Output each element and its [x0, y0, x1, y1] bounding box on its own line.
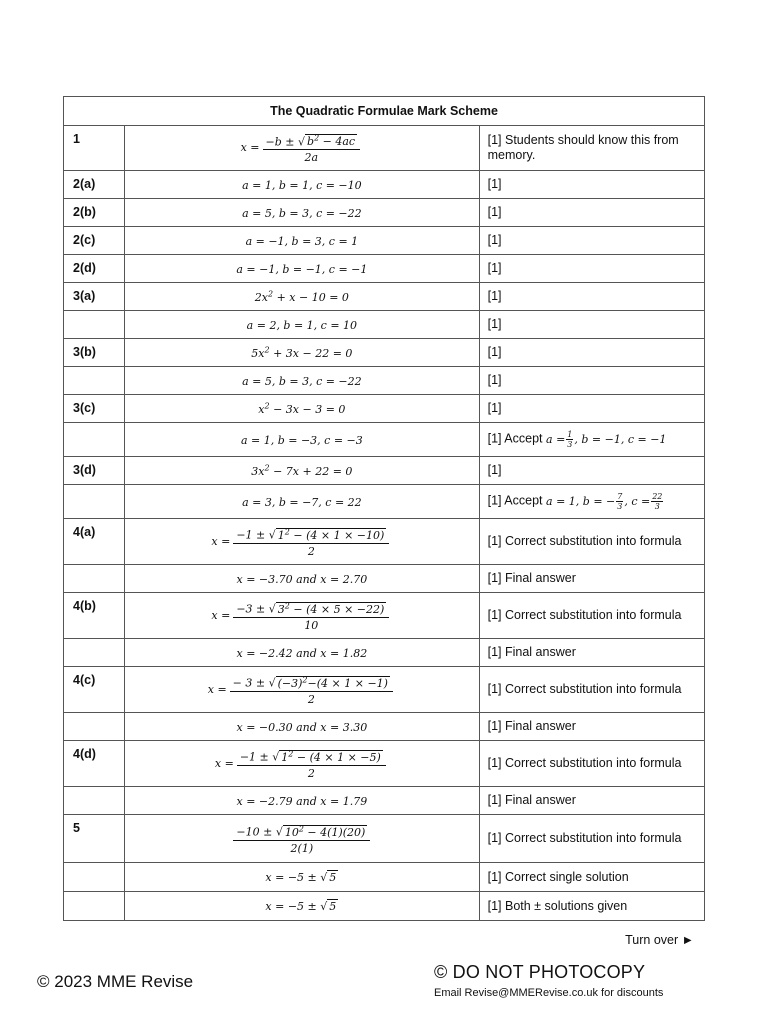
- question-number: [64, 311, 125, 339]
- table-row: [64, 741, 705, 787]
- table-row: [64, 892, 705, 921]
- mark-cell: [1] Accept a = $\frac{1}{3}$ , b = −1, c = −1: [479, 423, 704, 457]
- table-row: [64, 815, 705, 863]
- table-row: [64, 565, 705, 593]
- answer-cell: a = 2, b = 1, c = 10: [125, 311, 480, 339]
- answer-cell: a = −1, b = 3, c = 1: [125, 227, 480, 255]
- answer-cell: $3x^2 - 7x + 22 = 0$: [125, 457, 480, 485]
- answer-cell: $\frac{-10 \pm √ 10^2 - 4(1)(20)}{2(1)}$: [125, 815, 480, 863]
- question-number: [64, 565, 125, 593]
- answer-cell: x = −3.70 and x = 2.70: [125, 565, 480, 593]
- question-number: 3(b): [64, 339, 125, 367]
- mark-cell: [1] Correct single solution: [479, 863, 704, 892]
- mark-cell: [1] Final answer: [479, 565, 704, 593]
- answer-cell: x = $\frac{- 3 \pm √ (-3)^2-(4 \times 1 \times -1)}{2}$: [125, 667, 480, 713]
- question-number: [64, 639, 125, 667]
- table-row: [64, 519, 705, 565]
- mark-cell: [1]: [479, 255, 704, 283]
- question-number: [64, 485, 125, 519]
- answer-cell: a = 5, b = 3, c = −22: [125, 367, 480, 395]
- copyright-notice: © 2023 MME Revise: [37, 972, 194, 991]
- answer-cell: x = −2.79 and x = 1.79: [125, 787, 480, 815]
- table-row: [64, 639, 705, 667]
- answer-cell: a = −1, b = −1, c = −1: [125, 255, 480, 283]
- mark-cell: [1] Correct substitution into formula: [479, 519, 704, 565]
- question-number: [64, 423, 125, 457]
- table-row: [64, 787, 705, 815]
- mark-cell: [1]: [479, 311, 704, 339]
- table-row: [64, 255, 705, 283]
- table-row: [64, 713, 705, 741]
- answer-cell: x = $\frac{-3 \pm √ 3^2 - (4 \times 5 \times -22)}{10}$: [125, 593, 480, 639]
- table-row: [64, 339, 705, 367]
- mark-cell: [1]: [479, 457, 704, 485]
- table-row: [64, 126, 705, 171]
- mark-cell: [1]: [479, 339, 704, 367]
- turn-over-label: Turn over ►: [625, 933, 694, 947]
- question-number: [64, 863, 125, 892]
- mark-cell: [1]: [479, 283, 704, 311]
- question-number: 4(d): [64, 741, 125, 787]
- answer-cell: x = −0.30 and x = 3.30: [125, 713, 480, 741]
- answer-cell: $2x^2 + x - 10 = 0$: [125, 283, 480, 311]
- table-row: [64, 199, 705, 227]
- mark-cell: [1] Students should know this from memory.: [479, 126, 704, 171]
- table-row: [64, 311, 705, 339]
- answer-cell: x = $\frac{-1 \pm √ 1^2 - (4 \times 1 \times -5)}{2}$: [125, 741, 480, 787]
- table-row: [64, 395, 705, 423]
- table-row: [64, 367, 705, 395]
- mark-scheme-table: [63, 96, 705, 921]
- mark-cell: [1] Final answer: [479, 639, 704, 667]
- answer-cell: x = $\frac{-b \pm √ b^2 - 4ac}{2a}$: [125, 126, 480, 171]
- mark-cell: [1]: [479, 395, 704, 423]
- mark-cell: [1]: [479, 367, 704, 395]
- answer-cell: x = $\frac{-1 \pm √ 1^2 - (4 \times 1 \times -10)}{2}$: [125, 519, 480, 565]
- question-number: 1: [64, 126, 125, 171]
- mark-cell: [1]: [479, 227, 704, 255]
- answer-cell: x = −5 ± √ 5: [125, 863, 480, 892]
- answer-cell: a = 3, b = −7, c = 22: [125, 485, 480, 519]
- question-number: 3(c): [64, 395, 125, 423]
- mark-cell: [1] Both ± solutions given: [479, 892, 704, 921]
- mark-cell: [1]: [479, 171, 704, 199]
- no-photocopy-notice: © DO NOT PHOTOCOPY: [434, 962, 646, 982]
- table-row: [64, 593, 705, 639]
- answer-cell: a = 1, b = −3, c = −3: [125, 423, 480, 457]
- mark-cell: [1] Accept a = 1, b = − $\frac{7}{3}$ , c = $\frac{22}{3}$: [479, 485, 704, 519]
- answer-cell: x = −2.42 and x = 1.82: [125, 639, 480, 667]
- table-title: The Quadratic Formulae Mark Scheme: [64, 97, 705, 126]
- answer-cell: a = 1, b = 1, c = −10: [125, 171, 480, 199]
- question-number: 2(c): [64, 227, 125, 255]
- mark-cell: [1] Final answer: [479, 713, 704, 741]
- table-row: [64, 457, 705, 485]
- footer-notice: [434, 962, 663, 999]
- table-row: [64, 863, 705, 892]
- discount-email-text: Email Revise@MMERevise.co.uk for discounts: [434, 987, 664, 999]
- mark-cell: [1] Correct substitution into formula: [479, 741, 704, 787]
- question-number: 2(b): [64, 199, 125, 227]
- question-number: 2(d): [64, 255, 125, 283]
- question-number: [64, 367, 125, 395]
- question-number: 5: [64, 815, 125, 863]
- table-row: [64, 485, 705, 519]
- answer-cell: $x^2 - 3x - 3 = 0$: [125, 395, 480, 423]
- answer-cell: x = −5 ± √ 5: [125, 892, 480, 921]
- mark-cell: [1] Correct substitution into formula: [479, 667, 704, 713]
- mark-cell: [1] Correct substitution into formula: [479, 593, 704, 639]
- mark-cell: [1]: [479, 199, 704, 227]
- question-number: [64, 713, 125, 741]
- question-number: 4(a): [64, 519, 125, 565]
- question-number: 2(a): [64, 171, 125, 199]
- answer-cell: $5x^2 + 3x - 22 = 0$: [125, 339, 480, 367]
- table-row: [64, 171, 705, 199]
- table-row: [64, 227, 705, 255]
- answer-cell: a = 5, b = 3, c = −22: [125, 199, 480, 227]
- question-number: [64, 892, 125, 921]
- table-row: [64, 283, 705, 311]
- question-number: 4(b): [64, 593, 125, 639]
- mark-cell: [1] Final answer: [479, 787, 704, 815]
- question-number: 3(a): [64, 283, 125, 311]
- question-number: 3(d): [64, 457, 125, 485]
- mark-cell: [1] Correct substitution into formula: [479, 815, 704, 863]
- question-number: 4(c): [64, 667, 125, 713]
- question-number: [64, 787, 125, 815]
- table-row: [64, 423, 705, 457]
- table-row: [64, 667, 705, 713]
